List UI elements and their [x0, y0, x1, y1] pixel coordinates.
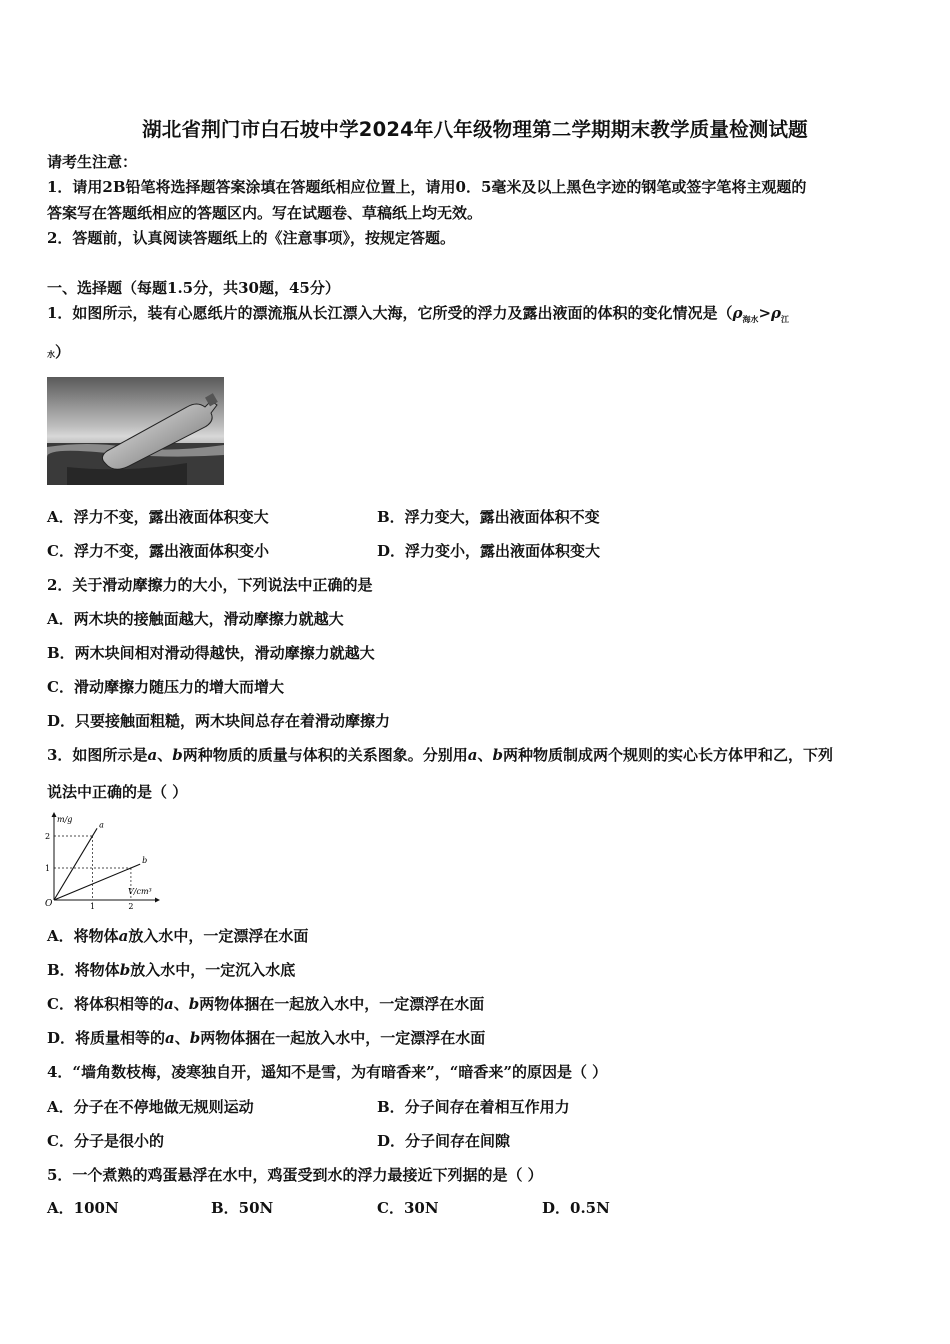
y-axis-arrow: [52, 812, 57, 817]
q2-stem: 2．关于滑动摩擦力的大小，下列说法中正确的是: [47, 576, 373, 594]
q4-option-b[interactable]: B．分子间存在着相互作用力: [377, 1098, 570, 1116]
q1-option-b[interactable]: B．浮力变大，露出液面体积不变: [377, 508, 600, 526]
drift-bottle-photo: [47, 377, 224, 485]
q4-option-a[interactable]: A．分子在不停地做无规则运动: [47, 1098, 254, 1116]
q4-option-c[interactable]: C．分子是很小的: [47, 1132, 164, 1150]
q4-option-d[interactable]: D．分子间存在间隙: [377, 1132, 511, 1150]
notice-line-3: 2．答题前，认真阅读答题纸上的《注意事项》，按规定答题。: [47, 229, 455, 247]
page-title: 湖北省荆门市白石坡中学2024年八年级物理第二学期期末教学质量检测试题: [142, 118, 808, 141]
q5-option-d[interactable]: D．0.5N: [542, 1199, 610, 1217]
q5-option-a[interactable]: A．100N: [47, 1199, 119, 1217]
q5-option-b[interactable]: B．50N: [211, 1199, 274, 1217]
q2-option-d[interactable]: D．只要接触面粗糙，两木块间总存在着滑动摩擦力: [47, 712, 391, 730]
q2-option-a[interactable]: A．两木块的接触面越大，滑动摩擦力就越大: [47, 610, 344, 628]
q4-stem: 4．“墙角数枝梅，凌寒独自开，遥知不是雪，为有暗香来”，“暗香来”的原因是（ ）: [47, 1063, 608, 1081]
q1-option-a[interactable]: A．浮力不变，露出液面体积变大: [47, 508, 269, 526]
series-line-a: [54, 828, 97, 900]
q3-option-b[interactable]: B．将物体b放入水中，一定沉入水底: [47, 961, 296, 979]
q2-option-b[interactable]: B．两木块间相对滑动得越快，滑动摩擦力就越大: [47, 644, 375, 662]
mass-volume-chart: [40, 812, 160, 912]
q5-option-c[interactable]: C．30N: [377, 1199, 439, 1217]
x-tick-label: 1: [89, 902, 96, 911]
q3-option-d[interactable]: D．将质量相等的a、b两物体捆在一起放入水中，一定漂浮在水面: [47, 1029, 486, 1047]
y-tick-label: 1: [45, 864, 51, 873]
q1-stem-cont: 水）: [47, 343, 71, 361]
q3-option-c[interactable]: C．将体积相等的a、b两物体捆在一起放入水中，一定漂浮在水面: [47, 995, 485, 1013]
x-axis-arrow: [155, 898, 160, 903]
q3-stem: 3．如图所示是a、b两种物质的质量与体积的关系图象。分别用a、b两种物质制成两个规则的实心长方体甲和乙，下列: [47, 746, 833, 764]
y-tick-label: 2: [45, 832, 51, 841]
x-axis-label: V/cm³: [128, 887, 152, 896]
x-tick-label: 2: [128, 902, 134, 911]
q1-option-c[interactable]: C．浮力不变，露出液面体积变小: [47, 542, 269, 560]
y-axis-label: m/g: [57, 815, 73, 824]
q2-option-c[interactable]: C．滑动摩擦力随压力的增大而增大: [47, 678, 284, 696]
notice-line-1: 1．请用2B铅笔将选择题答案涂填在答题纸相应位置上，请用0．5毫米及以上黑色字迹的钢笔或签字笔将主观题的: [47, 178, 807, 196]
mass-volume-graph: [40, 812, 160, 912]
q3-option-a[interactable]: A．将物体a放入水中，一定漂浮在水面: [47, 927, 309, 945]
notice-heading: 请考生注意：: [47, 153, 138, 171]
q1-stem: 1．如图所示，装有心愿纸片的漂流瓶从长江漂入大海，它所受的浮力及露出液面的体积的变化情况是（$\rho_{海水}>\rho_江$: [47, 304, 789, 324]
series-label-a: a: [99, 820, 104, 830]
section-heading: 一、选择题（每题1.5分，共30题，45分）: [47, 279, 340, 297]
origin-label: O: [45, 899, 53, 909]
q3-stem-cont: 说法中正确的是（ ）: [47, 783, 188, 801]
drift-bottle-image: [47, 377, 224, 485]
series-label-b: b: [142, 856, 148, 866]
notice-line-2: 答案写在答题纸相应的答题区内。写在试题卷、草稿纸上均无效。: [47, 204, 483, 222]
q1-option-d[interactable]: D．浮力变小，露出液面体积变大: [377, 542, 601, 560]
q5-stem: 5．一个煮熟的鸡蛋悬浮在水中，鸡蛋受到水的浮力最接近下列据的是（ ）: [47, 1166, 543, 1184]
